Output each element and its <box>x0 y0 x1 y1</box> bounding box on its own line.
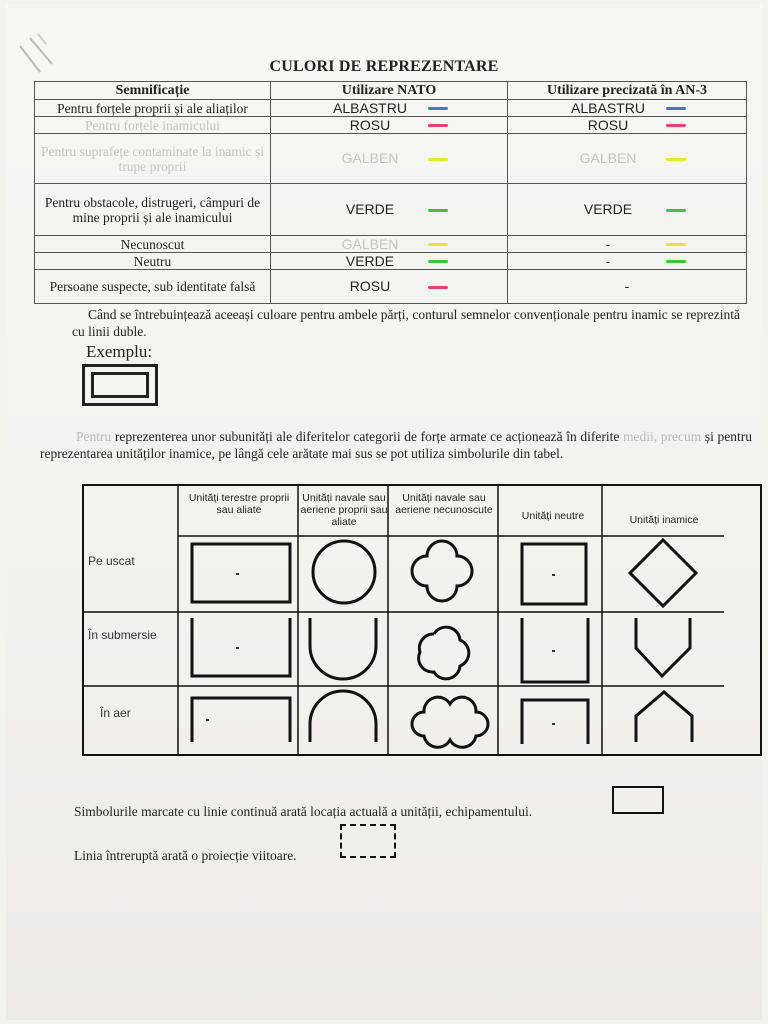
unknown-naval-air-symbol <box>412 697 488 747</box>
color-swatch <box>428 107 448 110</box>
an3-cell <box>508 270 747 304</box>
nato-color-label: VERDE <box>345 252 395 269</box>
nato-color-label: ALBASTRU <box>333 99 407 116</box>
color-swatch <box>666 107 686 110</box>
paragraph-faint-words: medii, precum <box>623 429 702 444</box>
an3-color-label: - <box>605 235 611 252</box>
color-swatch <box>428 260 448 263</box>
color-swatch <box>666 243 686 246</box>
nato-cell <box>271 236 508 253</box>
an3-cell <box>508 236 747 253</box>
column-header: Utilizare precizată în AN-3 <box>508 82 747 100</box>
column-header: Utilizare NATO <box>271 82 508 100</box>
column-header-neutral: Unități neutre <box>521 510 585 522</box>
an3-color-label: ROSU <box>587 116 629 133</box>
column-header-enemy: Unități inamice <box>629 514 699 526</box>
friendly-naval-symbol <box>313 541 375 603</box>
an3-cell <box>508 100 747 117</box>
paragraph-faint-word: Pentru <box>76 429 112 444</box>
enemy-air-symbol <box>636 692 692 742</box>
an3-color-label: ALBASTRU <box>571 99 645 116</box>
meaning-cell: Pentru suprafețe contaminate la inamic și trupe proprii <box>35 134 271 184</box>
an3-color-label: VERDE <box>583 201 633 217</box>
color-swatch <box>666 260 686 263</box>
note-dashed-line: Linia întreruptă arată o proiecție viitoare. <box>74 848 297 863</box>
an3-color-label: - <box>624 278 630 294</box>
table-row <box>35 184 747 236</box>
column-header: Semnificație <box>35 82 271 100</box>
table-row <box>35 117 747 134</box>
friendly-naval-air-symbol <box>310 691 376 742</box>
row-label-land: Pe uscat <box>88 554 135 568</box>
friendly-land-subsurface-symbol <box>192 618 290 676</box>
nato-cell <box>271 100 508 117</box>
color-swatch <box>666 124 686 127</box>
note-solid-line: Simbolurile marcate cu linie continuă arată locația actuală a unității, echipamentului. <box>74 804 533 819</box>
friendly-naval-subsurface-symbol <box>310 618 376 679</box>
an3-cell <box>508 184 747 236</box>
colors-table <box>34 81 747 304</box>
color-swatch <box>428 243 448 246</box>
table-row <box>35 134 747 184</box>
nato-color-label: VERDE <box>345 201 395 217</box>
color-swatch <box>666 158 686 161</box>
table-row <box>35 253 747 270</box>
table-row <box>35 236 747 253</box>
example-label: Exemplu: <box>86 342 153 361</box>
an3-cell <box>508 134 747 184</box>
an3-color-label: - <box>605 252 611 269</box>
column-header-friendly-naval: Unități navale sau aeriene proprii sau aliate <box>300 492 388 528</box>
friendly-land-symbol <box>192 544 290 602</box>
column-header-friendly-land: Unități terestre proprii sau aliate <box>188 492 290 516</box>
nato-cell <box>271 184 508 236</box>
nato-color-label: GALBEN <box>341 150 399 166</box>
symbols-grid <box>84 486 760 754</box>
column-header-unknown-naval: Unități navale sau aeriene necunoscute <box>395 492 493 516</box>
unknown-naval-symbol <box>412 541 472 601</box>
paragraph-text: reprezenterea unor subunități ale diferitelor categorii de forțe armate ce acționează în diferite <box>111 429 623 444</box>
nato-color-label: ROSU <box>349 116 391 133</box>
enemy-subsurface-symbol <box>636 618 690 676</box>
meaning-cell: Pentru forțele proprii și ale aliaților <box>35 100 271 117</box>
meaning-cell: Necunoscut <box>35 236 271 253</box>
row-label-subsurface: În submersie <box>88 628 157 642</box>
paragraph-symbols <box>40 428 752 462</box>
nato-color-label: ROSU <box>349 278 391 294</box>
enemy-diamond-symbol <box>630 540 696 606</box>
meaning-cell: Persoane suspecte, sub identitate falsă <box>35 270 271 304</box>
paragraph-double-lines: Când se întrebuințează aceeași culoare pentru ambele părți, conturul semnelor convenționale pentru inamic se reprezintă cu linii duble. <box>72 307 740 339</box>
table-row <box>35 100 747 117</box>
an3-cell <box>508 117 747 134</box>
an3-cell <box>508 253 747 270</box>
unknown-naval-subsurface-symbol <box>419 627 469 679</box>
dashed-rectangle-symbol <box>340 824 396 858</box>
color-swatch <box>666 209 686 212</box>
color-swatch <box>428 286 448 289</box>
nato-cell <box>271 134 508 184</box>
row-label-air: În aer <box>100 706 131 720</box>
nato-cell <box>271 117 508 134</box>
color-swatch <box>428 158 448 161</box>
an3-color-label: GALBEN <box>579 150 637 166</box>
meaning-cell: Pentru forțele inamicului <box>35 117 271 134</box>
meaning-cell: Neutru <box>35 253 271 270</box>
page-title: CULORI DE REPREZENTARE <box>269 58 499 75</box>
nato-cell <box>271 270 508 304</box>
color-swatch <box>428 209 448 212</box>
nato-cell <box>271 253 508 270</box>
nato-color-label: GALBEN <box>341 235 399 252</box>
table-row <box>35 270 747 304</box>
solid-rectangle-symbol <box>612 786 664 814</box>
paragraph-text: și pentru reprezentarea unităților inamice, pe lângă cele arătate mai sus se pot utiliza simbolurile din tabel. <box>40 429 752 461</box>
symbols-table <box>82 484 762 756</box>
meaning-cell: Pentru obstacole, distrugeri, câmpuri de mine proprii și ale inamicului <box>35 184 271 236</box>
double-line-rectangle-symbol <box>82 364 158 406</box>
neutral-air-symbol <box>522 700 588 744</box>
color-swatch <box>428 124 448 127</box>
table-header-row <box>35 82 747 100</box>
